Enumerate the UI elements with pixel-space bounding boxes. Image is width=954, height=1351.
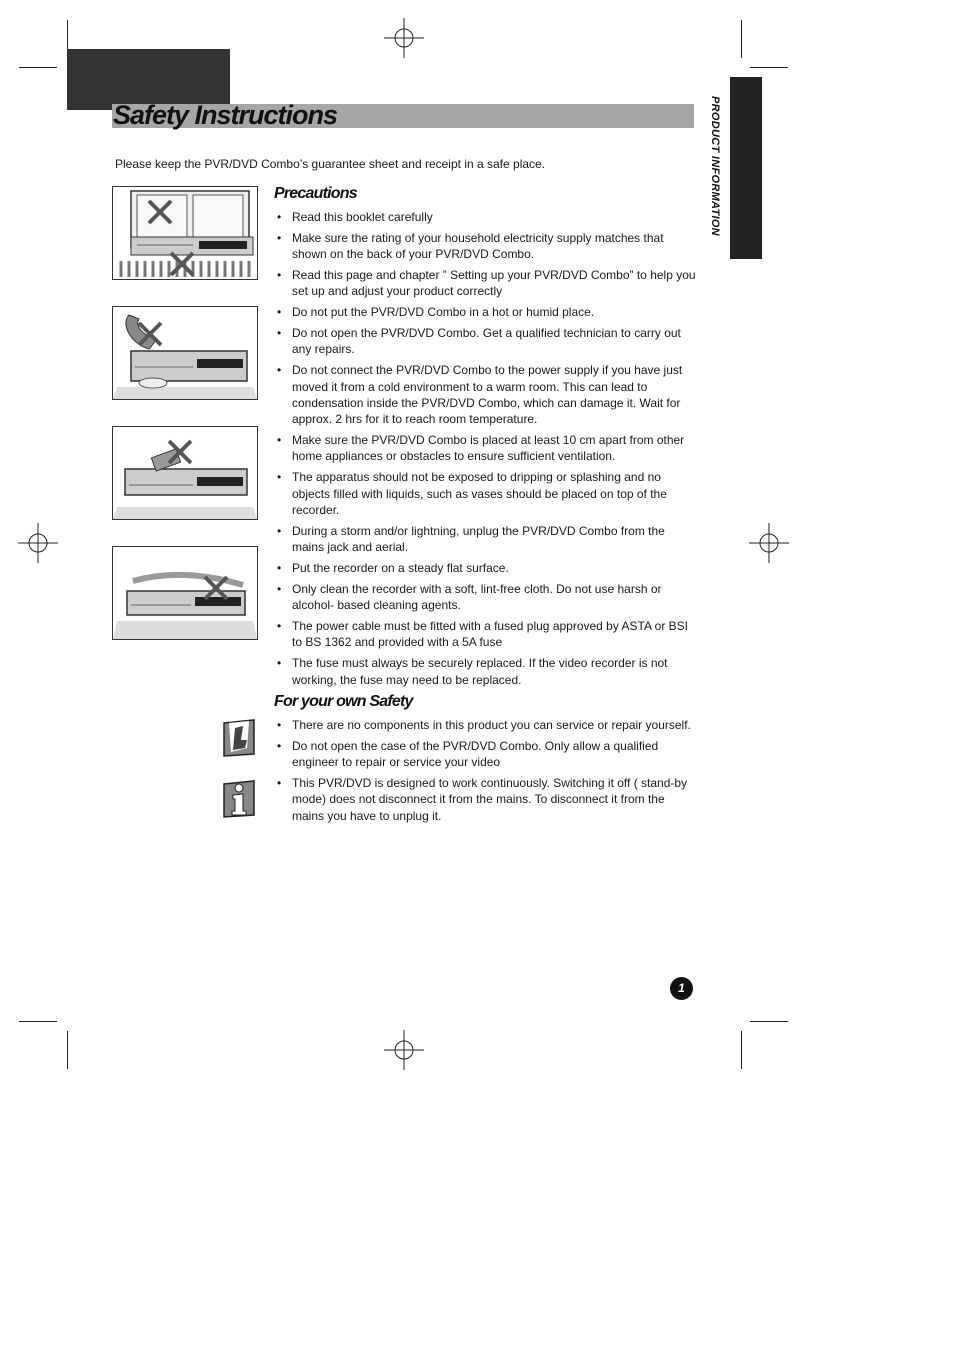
wet-cloth-warning-illustration <box>112 546 258 640</box>
crop-mark <box>741 1031 742 1069</box>
precautions-list <box>274 209 698 692</box>
list-item: • Read this page and chapter ” Setting up your PVR/DVD Combo” to help you set up and adjust your product correctly <box>274 267 698 300</box>
registration-mark <box>749 523 789 563</box>
precautions-heading: Precautions <box>274 185 357 202</box>
crop-mark <box>750 1021 788 1022</box>
crop-mark <box>741 20 742 58</box>
crop-mark <box>750 67 788 68</box>
list-item: • Put the recorder on a steady flat surface. <box>274 560 698 576</box>
list-item: • Make sure the PVR/DVD Combo is placed at least 10 cm apart from other home appliances or obstacles to ensure sufficient ventilation. <box>274 432 698 465</box>
crop-mark <box>19 67 57 68</box>
list-item: • This PVR/DVD is designed to work continuously. Switching it off ( stand-by mode) does not disconnect it from the mains. To disconnect it from the mains you have to unplug it. <box>274 775 698 824</box>
magnet-warning-illustration <box>112 306 258 400</box>
safety-heading: For your own Safety <box>274 693 413 710</box>
list-item: • Do not connect the PVR/DVD Combo to the power supply if you have just moved it from a cold environment to a warm room. This can lead to condensation inside the PVR/DVD Combo, which can damage it. Wait for approx. 2 hrs for it to reach room temperature. <box>274 362 698 427</box>
list-item: • Make sure the rating of your household electricity supply matches that shown on the back of your PVR/DVD Combo. <box>274 230 698 263</box>
list-item: • Only clean the recorder with a soft, lint-free cloth. Do not use harsh or alcohol- based cleaning agents. <box>274 581 698 614</box>
registration-mark <box>18 523 58 563</box>
list-item: • The power cable must be fitted with a fused plug approved by ASTA or BSI to BS 1362 and provided with a 5A fuse <box>274 618 698 651</box>
side-section-tab <box>730 77 762 259</box>
intro-text: Please keep the PVR/DVD Combo’s guarantee sheet and receipt in a safe place. <box>115 157 546 171</box>
crop-mark <box>67 1031 68 1069</box>
list-item: • During a storm and/or lightning, unplug the PVR/DVD Combo from the mains jack and aerial. <box>274 523 698 556</box>
window-radiator-warning-illustration <box>112 186 258 280</box>
page-title: Safety Instructions <box>113 100 338 130</box>
list-item: • Read this booklet carefully <box>274 209 698 225</box>
list-item: • The fuse must always be securely replaced. If the video recorder is not working, the fuse may need to be replaced. <box>274 655 698 688</box>
list-item: • Do not put the PVR/DVD Combo in a hot or humid place. <box>274 304 698 320</box>
stacked-objects-warning-illustration <box>112 426 258 520</box>
list-item: • Do not open the PVR/DVD Combo. Get a qualified technician to carry out any repairs. <box>274 325 698 358</box>
page-number: 1 <box>670 977 693 1000</box>
list-item: • There are no components in this product you can service or repair yourself. <box>274 717 698 733</box>
information-icon <box>221 779 257 819</box>
crop-mark <box>19 1021 57 1022</box>
side-section-label: PRODUCT INFORMATION <box>709 96 721 236</box>
registration-mark <box>384 18 424 58</box>
list-item: • The apparatus should not be exposed to dripping or splashing and no objects filled with liquids, such as vases should be placed on top of the recorder. <box>274 469 698 518</box>
list-item: • Do not open the case of the PVR/DVD Combo. Only allow a qualified engineer to repair or service your video <box>274 738 698 771</box>
warning-hand-icon <box>221 718 257 758</box>
safety-list <box>274 717 698 829</box>
registration-mark <box>384 1030 424 1070</box>
